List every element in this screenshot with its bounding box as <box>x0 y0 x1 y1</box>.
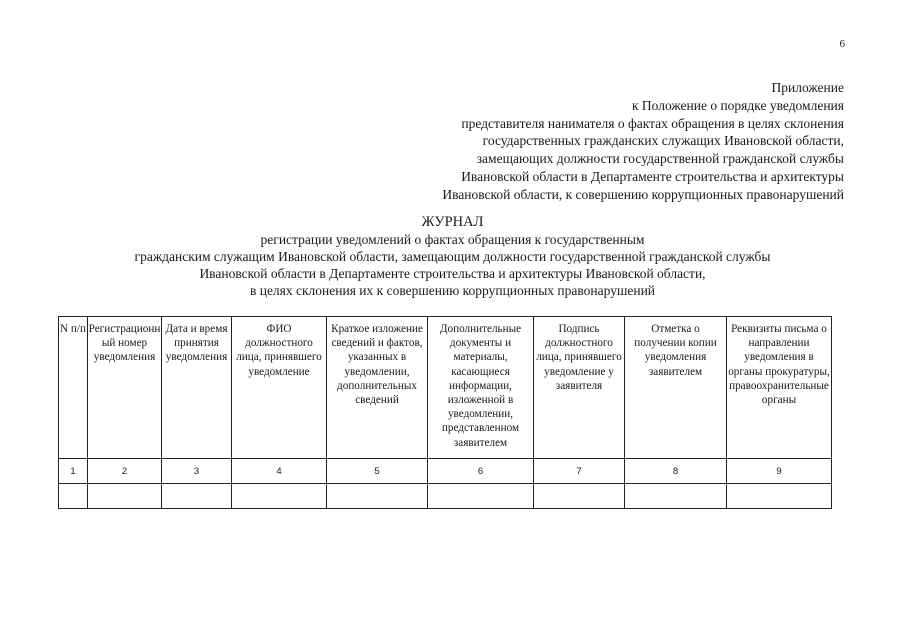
appendix-line: Ивановской области в Департаменте строительства и архитектуры <box>461 168 844 184</box>
column-header-official-name: ФИО должностного лица, принявшего уведомление <box>232 317 327 459</box>
column-header-registration-number: Регистрационный номер уведомления <box>88 317 162 459</box>
empty-cell <box>727 484 832 509</box>
column-number-cell: 2 <box>88 459 162 484</box>
appendix-line: Приложение <box>771 80 844 95</box>
column-header-copy-receipt: Отметка о получении копии уведомления заявителем <box>625 317 727 459</box>
journal-heading <box>0 214 905 299</box>
appendix-block <box>284 79 844 204</box>
table-empty-row <box>59 484 832 509</box>
appendix-line: представителя нанимателя о фактах обращения в целях склонения <box>461 115 844 131</box>
column-number-cell: 8 <box>625 459 727 484</box>
empty-cell <box>232 484 327 509</box>
empty-cell <box>162 484 232 509</box>
column-header-additional-documents: Дополнительные документы и материалы, касающиеся информации, изложенной в уведомлении, представленном заявителем <box>428 317 534 459</box>
appendix-line: замещающих должности государственной гражданской службы <box>476 151 844 167</box>
empty-cell <box>88 484 162 509</box>
appendix-line: к Положение о порядке уведомления <box>631 97 844 113</box>
appendix-line: Ивановской области, к совершению коррупционных правонарушений <box>442 186 844 202</box>
empty-cell <box>625 484 727 509</box>
column-number-cell: 3 <box>162 459 232 484</box>
column-header-letter-details: Реквизиты письма о направлении уведомления в органы прокуратуры, правоохранительные органы <box>727 317 832 459</box>
journal-subtitle-line: в целях склонения их к совершению коррупционных правонарушений <box>249 283 656 298</box>
empty-cell <box>59 484 88 509</box>
registration-table <box>58 316 832 509</box>
column-header-signature: Подпись должностного лица, принявшего уведомление у заявителя <box>534 317 625 459</box>
table-header-row <box>59 317 832 459</box>
appendix-line: государственных гражданских служащих Ивановской области, <box>482 133 844 149</box>
column-number-cell: 9 <box>727 459 832 484</box>
empty-cell <box>428 484 534 509</box>
journal-subtitle-line: Ивановской области в Департаменте строительства и архитектуры Ивановской области, <box>199 266 706 281</box>
column-number-cell: 5 <box>327 459 428 484</box>
table-number-row <box>59 459 832 484</box>
page-number: 6 <box>839 38 845 50</box>
journal-subtitle-line: гражданским служащим Ивановской области, замещающим должности государственной гражданской службы <box>134 249 771 264</box>
empty-cell <box>327 484 428 509</box>
column-number-cell: 4 <box>232 459 327 484</box>
column-number-cell: 7 <box>534 459 625 484</box>
column-number-cell: 6 <box>428 459 534 484</box>
journal-subtitle-line: регистрации уведомлений о фактах обращения к государственным <box>260 232 645 247</box>
empty-cell <box>534 484 625 509</box>
column-header-summary: Краткое изложение сведений и фактов, указанных в уведомлении, дополнительных сведений <box>327 317 428 459</box>
column-header-date-time: Дата и время принятия уведомления <box>162 317 232 459</box>
column-number-cell: 1 <box>59 459 88 484</box>
journal-title: ЖУРНАЛ <box>421 214 484 230</box>
column-header-number: N п/п <box>59 317 88 459</box>
